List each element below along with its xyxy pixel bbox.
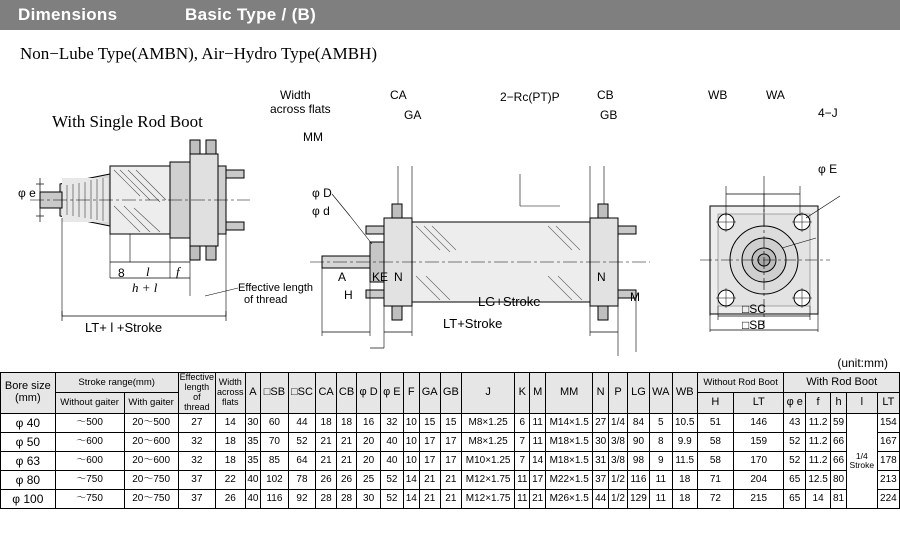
cell-a: 35 bbox=[245, 432, 261, 451]
cell-d: 25 bbox=[357, 470, 381, 489]
cell-p: 3/8 bbox=[609, 451, 628, 470]
th-a: A bbox=[245, 373, 261, 414]
cell-wa: 8 bbox=[649, 432, 672, 451]
table-body bbox=[1, 413, 900, 508]
cell-k: 11 bbox=[515, 489, 530, 508]
table-header-row-1 bbox=[1, 373, 900, 393]
cell-stroke_without: ～600 bbox=[55, 451, 124, 470]
cell-ga: 17 bbox=[419, 432, 440, 451]
cell-wa: 11 bbox=[649, 470, 672, 489]
cell-mm: M26×1.5 bbox=[546, 489, 593, 508]
cell-ca: 26 bbox=[316, 470, 336, 489]
cell-a: 35 bbox=[245, 451, 261, 470]
th-with-gaiter: With gaiter bbox=[124, 393, 178, 413]
cell-stroke_with: 20～600 bbox=[124, 451, 178, 470]
header-title-left: Dimensions bbox=[18, 5, 118, 24]
cell-cb: 18 bbox=[336, 413, 356, 432]
cell-j: M8×1.25 bbox=[461, 413, 514, 432]
th-p: P bbox=[609, 373, 628, 414]
th-width-flats bbox=[216, 373, 246, 414]
label-rc-port: 2−Rc(PT)P bbox=[500, 90, 560, 104]
th-without-rod-boot: Without Rod Boot bbox=[697, 373, 784, 393]
cell-j: M8×1.25 bbox=[461, 432, 514, 451]
cell-ga: 15 bbox=[419, 413, 440, 432]
cell-e: 40 bbox=[380, 451, 403, 470]
cell-e: 52 bbox=[380, 489, 403, 508]
label-cb: CB bbox=[597, 88, 614, 102]
cell-n: 44 bbox=[593, 489, 609, 508]
cell-bore: φ 80 bbox=[1, 470, 56, 489]
th-h2: h bbox=[831, 393, 847, 413]
cell-lt: 159 bbox=[733, 432, 783, 451]
cell-d: 16 bbox=[357, 413, 381, 432]
cell-f: 11.2 bbox=[806, 451, 831, 470]
cell-stroke_without: ～600 bbox=[55, 432, 124, 451]
cell-cb: 21 bbox=[336, 451, 356, 470]
table-row bbox=[1, 451, 900, 470]
cell-wb: 10.5 bbox=[672, 413, 697, 432]
th-ga: GA bbox=[419, 373, 440, 414]
cell-h: 59 bbox=[831, 413, 847, 432]
cell-lt2: 224 bbox=[877, 489, 899, 508]
cell-lg: 90 bbox=[627, 432, 649, 451]
cell-k: 7 bbox=[515, 451, 530, 470]
cell-wb: 9.9 bbox=[672, 432, 697, 451]
cell-sb: 102 bbox=[261, 470, 288, 489]
cell-stroke_without: ～750 bbox=[55, 470, 124, 489]
cell-a: 40 bbox=[245, 470, 261, 489]
cell-eff_len: 27 bbox=[178, 413, 215, 432]
cell-h: 58 bbox=[697, 432, 733, 451]
technical-drawing bbox=[0, 66, 900, 356]
th-k: K bbox=[515, 373, 530, 414]
cell-lg: 116 bbox=[627, 470, 649, 489]
cell-lg: 129 bbox=[627, 489, 649, 508]
cell-f: 12.5 bbox=[806, 470, 831, 489]
cell-a: 40 bbox=[245, 489, 261, 508]
cell-e: 43 bbox=[784, 413, 806, 432]
cell-e: 52 bbox=[380, 470, 403, 489]
cell-f: 10 bbox=[403, 413, 419, 432]
th-sc: □SC bbox=[288, 373, 316, 414]
label-n-left: N bbox=[394, 270, 403, 284]
cell-ca: 28 bbox=[316, 489, 336, 508]
th-sb: □SB bbox=[261, 373, 288, 414]
cell-wa: 11 bbox=[649, 489, 672, 508]
table-row bbox=[1, 413, 900, 432]
dimensions-table-wrap bbox=[0, 372, 900, 509]
th-l: l bbox=[846, 393, 877, 413]
cell-m: 14 bbox=[530, 451, 546, 470]
cell-ga: 21 bbox=[419, 470, 440, 489]
cell-sb: 116 bbox=[261, 489, 288, 508]
cell-sc: 52 bbox=[288, 432, 316, 451]
label-width-across-flats-2: across flats bbox=[270, 102, 331, 116]
label-effective-length-2: of thread bbox=[244, 294, 288, 306]
label-n-right: N bbox=[597, 270, 606, 284]
cell-gb: 15 bbox=[440, 413, 461, 432]
cell-k: 7 bbox=[515, 432, 530, 451]
cell-cb: 26 bbox=[336, 470, 356, 489]
th-bore-size bbox=[1, 373, 56, 414]
cell-h: 71 bbox=[697, 470, 733, 489]
cell-cb: 28 bbox=[336, 489, 356, 508]
cell-h: 66 bbox=[831, 432, 847, 451]
cell-n: 31 bbox=[593, 451, 609, 470]
th-gb: GB bbox=[440, 373, 461, 414]
cell-sb: 60 bbox=[261, 413, 288, 432]
cell-f: 10 bbox=[403, 432, 419, 451]
cell-n: 37 bbox=[593, 470, 609, 489]
page-header bbox=[0, 0, 900, 30]
cell-flats: 22 bbox=[216, 470, 246, 489]
cell-lt: 170 bbox=[733, 451, 783, 470]
cell-sc: 64 bbox=[288, 451, 316, 470]
cell-h: 66 bbox=[831, 451, 847, 470]
cell-ca: 21 bbox=[316, 451, 336, 470]
cell-p: 1/2 bbox=[609, 470, 628, 489]
cell-eff_len: 32 bbox=[178, 432, 215, 451]
header-title-right: Basic Type / (B) bbox=[185, 5, 317, 24]
th-bore-size-l2: (mm) bbox=[14, 391, 41, 404]
cell-ca: 21 bbox=[316, 432, 336, 451]
cell-wa: 5 bbox=[649, 413, 672, 432]
cell-flats: 18 bbox=[216, 432, 246, 451]
th-phid: φ D bbox=[357, 373, 381, 414]
cell-ga: 17 bbox=[419, 451, 440, 470]
page-subtitle: Non−Lube Type(AMBN), Air−Hydro Type(AMBH) bbox=[20, 44, 378, 63]
cell-lt: 204 bbox=[733, 470, 783, 489]
cell-sb: 70 bbox=[261, 432, 288, 451]
label-lg-stroke: LG+Stroke bbox=[478, 294, 541, 309]
label-effective-length-1: Effective length bbox=[238, 282, 314, 294]
cell-mm: M18×1.5 bbox=[546, 451, 593, 470]
cell-eff_len: 32 bbox=[178, 451, 215, 470]
cell-j: M12×1.75 bbox=[461, 470, 514, 489]
th-ca: CA bbox=[316, 373, 336, 414]
th-wa: WA bbox=[649, 373, 672, 414]
cell-bore: φ 100 bbox=[1, 489, 56, 508]
cell-p: 3/8 bbox=[609, 432, 628, 451]
label-sb: □SB bbox=[742, 318, 766, 332]
cell-h: 81 bbox=[831, 489, 847, 508]
label-m: M bbox=[630, 290, 640, 304]
cell-e: 52 bbox=[784, 451, 806, 470]
cell-mm: M14×1.5 bbox=[546, 413, 593, 432]
label-h: H bbox=[344, 288, 353, 302]
cell-f: 10 bbox=[403, 451, 419, 470]
cell-f: 14 bbox=[806, 489, 831, 508]
cell-mm: M22×1.5 bbox=[546, 470, 593, 489]
cell-j: M12×1.75 bbox=[461, 489, 514, 508]
cell-flats: 18 bbox=[216, 451, 246, 470]
label-phi-d2: φ d bbox=[312, 204, 330, 218]
label-f: f bbox=[176, 264, 180, 279]
th-n: N bbox=[593, 373, 609, 414]
cell-stroke_with: 20～750 bbox=[124, 489, 178, 508]
cell-h: 51 bbox=[697, 413, 733, 432]
label-wa: WA bbox=[766, 88, 785, 102]
cell-k: 6 bbox=[515, 413, 530, 432]
cell-e: 65 bbox=[784, 470, 806, 489]
th-j: J bbox=[461, 373, 514, 414]
cell-e: 65 bbox=[784, 489, 806, 508]
cell-d: 20 bbox=[357, 432, 381, 451]
cell-m: 11 bbox=[530, 432, 546, 451]
label-phi-e-left: φ e bbox=[18, 186, 36, 200]
th-phiE: φ E bbox=[380, 373, 403, 414]
cell-e: 52 bbox=[784, 432, 806, 451]
th-without-gaiter: Without gaiter bbox=[55, 393, 124, 413]
label-a: A bbox=[338, 270, 347, 284]
cell-f: 14 bbox=[403, 470, 419, 489]
cell-stroke_without: ～500 bbox=[55, 413, 124, 432]
cell-e: 40 bbox=[380, 432, 403, 451]
cell-h: 58 bbox=[697, 451, 733, 470]
label-phi-d: φ D bbox=[312, 186, 332, 200]
label-gb: GB bbox=[600, 108, 618, 122]
cell-wb: 11.5 bbox=[672, 451, 697, 470]
label-sc: □SC bbox=[742, 302, 766, 316]
label-lt-l-stroke: LT+ l +Stroke bbox=[85, 320, 163, 335]
label-ca: CA bbox=[390, 88, 407, 102]
cell-l: 1/4 Stroke bbox=[846, 413, 877, 508]
cell-lt2: 154 bbox=[877, 413, 899, 432]
cell-lt2: 167 bbox=[877, 432, 899, 451]
th-width-flats-text: Width across flats bbox=[217, 376, 244, 407]
cell-lt2: 178 bbox=[877, 451, 899, 470]
table-row bbox=[1, 470, 900, 489]
cell-sb: 85 bbox=[261, 451, 288, 470]
label-ga: GA bbox=[404, 108, 422, 122]
cell-bore: φ 63 bbox=[1, 451, 56, 470]
table-row bbox=[1, 489, 900, 508]
th-m: M bbox=[530, 373, 546, 414]
cell-e: 32 bbox=[380, 413, 403, 432]
th-lt2: LT bbox=[877, 393, 899, 413]
th-stroke-range: Stroke range(mm) bbox=[55, 373, 178, 393]
th-h: H bbox=[697, 393, 733, 413]
cell-ga: 21 bbox=[419, 489, 440, 508]
th-eff-length bbox=[178, 373, 215, 414]
cell-wa: 9 bbox=[649, 451, 672, 470]
cell-gb: 21 bbox=[440, 489, 461, 508]
th-phie: φ e bbox=[784, 393, 806, 413]
th-lg: LG bbox=[627, 373, 649, 414]
cell-m: 11 bbox=[530, 413, 546, 432]
label-8: 8 bbox=[118, 266, 125, 280]
th-lt: LT bbox=[733, 393, 783, 413]
cell-j: M10×1.25 bbox=[461, 451, 514, 470]
cell-stroke_without: ～750 bbox=[55, 489, 124, 508]
cell-bore: φ 40 bbox=[1, 413, 56, 432]
label-mm: MM bbox=[303, 130, 323, 144]
cell-a: 30 bbox=[245, 413, 261, 432]
th-wb: WB bbox=[672, 373, 697, 414]
cell-stroke_with: 20～600 bbox=[124, 432, 178, 451]
cell-lt: 215 bbox=[733, 489, 783, 508]
cell-mm: M18×1.5 bbox=[546, 432, 593, 451]
cell-n: 30 bbox=[593, 432, 609, 451]
th-with-rod-boot: With Rod Boot bbox=[784, 373, 900, 393]
cell-p: 1/2 bbox=[609, 489, 628, 508]
cell-f: 11.2 bbox=[806, 413, 831, 432]
label-wb: WB bbox=[708, 88, 728, 102]
cell-wb: 18 bbox=[672, 470, 697, 489]
figure-title: With Single Rod Boot bbox=[52, 112, 203, 131]
cell-d: 30 bbox=[357, 489, 381, 508]
cell-k: 11 bbox=[515, 470, 530, 489]
th-eff-length-text: Effective length of thread bbox=[179, 372, 215, 412]
label-lt-stroke: LT+Stroke bbox=[443, 316, 503, 331]
cell-lt2: 213 bbox=[877, 470, 899, 489]
cell-stroke_with: 20～500 bbox=[124, 413, 178, 432]
cell-d: 20 bbox=[357, 451, 381, 470]
cell-cb: 21 bbox=[336, 432, 356, 451]
cell-sc: 78 bbox=[288, 470, 316, 489]
cell-m: 17 bbox=[530, 470, 546, 489]
cell-eff_len: 37 bbox=[178, 489, 215, 508]
cell-stroke_with: 20～750 bbox=[124, 470, 178, 489]
cell-wb: 18 bbox=[672, 489, 697, 508]
cell-gb: 17 bbox=[440, 451, 461, 470]
cell-lg: 98 bbox=[627, 451, 649, 470]
cell-h: 72 bbox=[697, 489, 733, 508]
cell-lt: 146 bbox=[733, 413, 783, 432]
cell-ca: 18 bbox=[316, 413, 336, 432]
cell-bore: φ 50 bbox=[1, 432, 56, 451]
cell-sc: 44 bbox=[288, 413, 316, 432]
cell-f: 11.2 bbox=[806, 432, 831, 451]
cell-flats: 26 bbox=[216, 489, 246, 508]
cell-lg: 84 bbox=[627, 413, 649, 432]
cell-p: 1/4 bbox=[609, 413, 628, 432]
th-bore-size-l1: Bore size bbox=[4, 380, 51, 393]
cell-flats: 14 bbox=[216, 413, 246, 432]
label-h-plus-l: h + l bbox=[132, 280, 158, 295]
cell-m: 21 bbox=[530, 489, 546, 508]
cell-n: 27 bbox=[593, 413, 609, 432]
label-l: l bbox=[146, 264, 150, 279]
dimensions-table bbox=[0, 372, 900, 509]
th-mm: MM bbox=[546, 373, 593, 414]
cell-gb: 21 bbox=[440, 470, 461, 489]
label-width-across-flats-1: Width bbox=[280, 88, 311, 102]
cell-sc: 92 bbox=[288, 489, 316, 508]
table-row bbox=[1, 432, 900, 451]
cell-gb: 17 bbox=[440, 432, 461, 451]
label-ke: KE bbox=[372, 270, 389, 284]
th-cb: CB bbox=[336, 373, 356, 414]
cell-h: 80 bbox=[831, 470, 847, 489]
cell-eff_len: 37 bbox=[178, 470, 215, 489]
cell-f: 14 bbox=[403, 489, 419, 508]
th-f2: f bbox=[806, 393, 831, 413]
unit-note: (unit:mm) bbox=[837, 356, 888, 370]
label-4-j: 4−J bbox=[818, 106, 838, 120]
label-phi-e-right: φ E bbox=[818, 162, 838, 176]
th-f: F bbox=[403, 373, 419, 414]
